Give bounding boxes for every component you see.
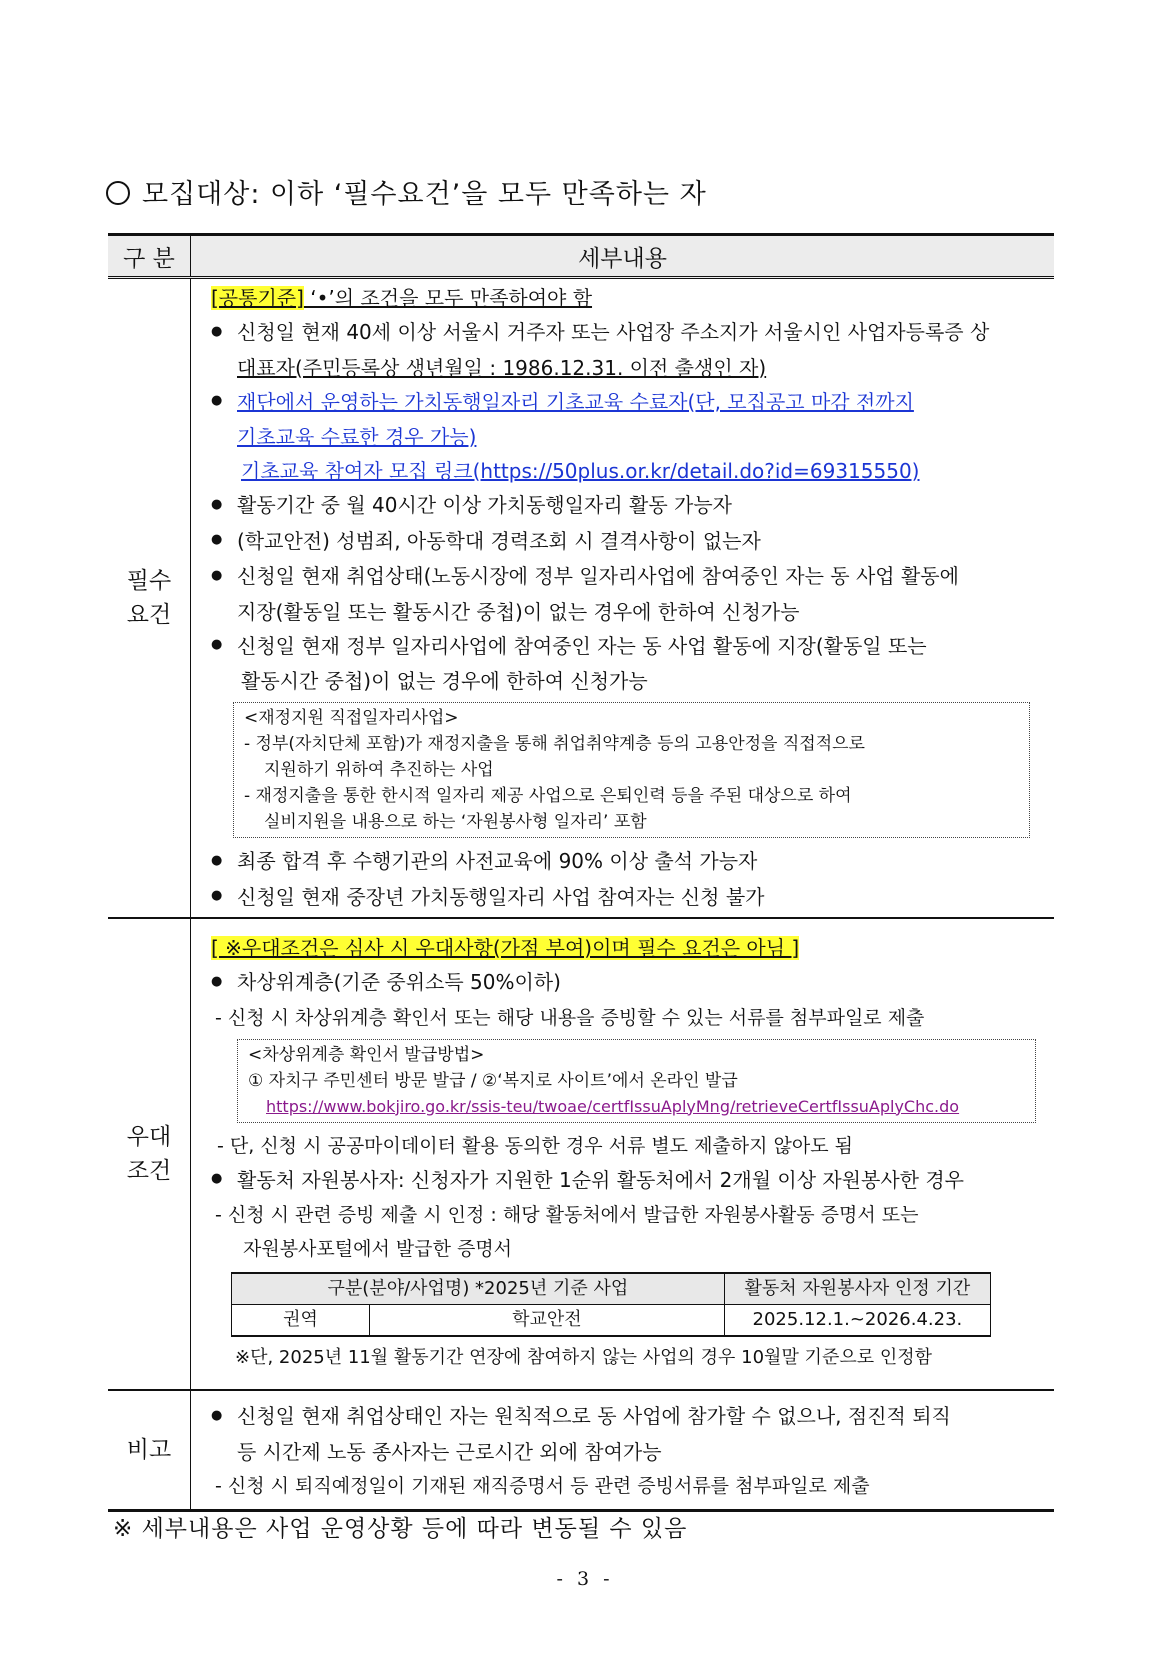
remarks-row (108, 1390, 1054, 1510)
preferred-item-2-detail-cont: 자원봉사포털에서 발급한 증명서 (243, 1238, 513, 1260)
required-item-5-cont: 지장(활동일 또는 활동시간 중첩)이 없는 경우에 한하여 신청가능 (237, 599, 800, 624)
preferred-item-2: ● 활동처 자원봉사자: 신청자가 지원한 1순위 활동처에서 2개월 이상 자원봉사한 경우 (205, 1163, 1040, 1199)
footer-note: ※ 세부내용은 사업 운영상황 등에 따라 변동될 수 있음 (113, 1516, 688, 1542)
preferred-item-1-detail: - 신청 시 차상위계층 확인서 또는 해당 내용을 증빙할 수 있는 서류를 첨부파일로 제출 (215, 1006, 925, 1029)
preferred-notice: [ ※우대조건은 심사 시 우대사항(가점 부여)이며 필수 요건은 아님 ] (211, 936, 800, 960)
required-item-6-cont: 활동시간 중첩)이 없는 경우에 한하여 신청가능 (241, 669, 648, 693)
preferred-label: 우대 조건 (108, 918, 191, 1390)
low-income-box-title: <차상위계층 확인서 발급방법> (248, 1044, 485, 1065)
header-category: 구 분 (108, 235, 191, 278)
volunteer-table-row (232, 1305, 991, 1337)
direct-job-info-box (233, 702, 1030, 838)
low-income-cert-box (237, 1039, 1036, 1123)
direct-job-box-line-2: - 재정지출을 통한 한시적 일자리 제공 사업으로 은퇴인력 등을 주된 대상으로 하여 (244, 786, 852, 806)
recruitment-table (108, 233, 1054, 1512)
required-item-8: ● 신청일 현재 중장년 가치동행일자리 사업 참여자는 신청 불가 (205, 880, 1040, 916)
direct-job-box-line-1: - 정부(자치단체 포함)가 재정지출을 통해 취업취약계층 등의 고용안정을 직접적으로 (244, 734, 865, 754)
volunteer-col-category: 구분(분야/사업명) *2025년 기준 사업 (232, 1273, 725, 1305)
low-income-box-line: ① 자치구 주민센터 방문 발급 / ②‘복지로 사이트’에서 온라인 발급 (248, 1070, 738, 1091)
remarks-label: 비고 (108, 1390, 191, 1510)
preferred-row (108, 918, 1054, 1390)
required-item-6: ● 신청일 현재 정부 일자리사업에 참여중인 자는 동 사업 활동에 지장(활동일 또는 (205, 629, 1040, 665)
volunteer-cell-project: 학교안전 (370, 1305, 725, 1337)
common-criteria-tag: [공통기준] (211, 286, 304, 310)
direct-job-box-line-2-cont: 실비지원을 내용으로 하는 ‘자원봉사형 일자리’ 포함 (264, 812, 647, 832)
remarks-item-1: ● 신청일 현재 취업상태인 자는 원칙적으로 동 사업에 참가할 수 없으나, 점진적 퇴직 (205, 1399, 1040, 1435)
page-number: - 3 - (556, 1568, 614, 1590)
required-item-1: ● 신청일 현재 40세 이상 서울시 거주자 또는 사업장 주소지가 서울시인 사업자등록증 상 (205, 315, 1040, 351)
preferred-mydata-note: - 단, 신청 시 공공마이데이터 활용 동의한 경우 서류 별도 제출하지 않아도 됨 (217, 1134, 853, 1157)
preferred-content (191, 918, 1055, 1390)
remarks-content (191, 1390, 1055, 1510)
preferred-item-1: ● 차상위계층(기준 중위소득 50%이하) (205, 965, 1040, 1001)
bokjiro-link[interactable]: https://www.bokjiro.go.kr/ssis-teu/twoae/certfIssuAplyMng/retrieveCertfIssuAplyChc.do (266, 1096, 960, 1116)
volunteer-period-table (231, 1272, 991, 1337)
section-heading (106, 172, 707, 211)
circle-bullet-icon (106, 181, 130, 205)
volunteer-cell-period: 2025.12.1.~2026.4.23. (724, 1305, 990, 1337)
required-content (191, 278, 1055, 919)
common-criteria-text: ‘•’의 조건을 모두 만족하여야 함 (303, 286, 593, 310)
education-signup-link[interactable]: 기초교육 참여자 모집 링크(https://50plus.or.kr/detail.do?id=69315550) (241, 459, 920, 483)
volunteer-note: ※단, 2025년 11월 활동기간 연장에 참여하지 않는 사업의 경우 10월말 기준으로 인정함 (235, 1347, 932, 1368)
remarks-detail: - 신청 시 퇴직예정일이 기재된 재직증명서 등 관련 증빙서류를 첨부파일로 제출 (215, 1474, 870, 1497)
required-item-2-cont: 기초교육 수료한 경우 가능) (237, 425, 477, 449)
volunteer-cell-region: 권역 (232, 1305, 370, 1337)
header-details: 세부내용 (191, 235, 1055, 278)
required-item-3: ● 활동기간 중 월 40시간 이상 가치동행일자리 활동 가능자 (205, 488, 1040, 524)
remarks-item-1-cont: 등 시간제 노동 종사자는 근로시간 외에 참여가능 (237, 1439, 662, 1464)
heading-text: 모집대상: 이하 ‘필수요건’을 모두 만족하는 자 (142, 179, 707, 210)
direct-job-box-title: <재정지원 직접일자리사업> (244, 708, 459, 728)
required-item-7: ● 최종 합격 후 수행기관의 사전교육에 90% 이상 출석 가능자 (205, 844, 1040, 880)
required-item-4: ● (학교안전) 성범죄, 아동학대 경력조회 시 결격사항이 없는자 (205, 524, 1040, 560)
volunteer-table-header (232, 1273, 991, 1305)
required-item-1-cont: 대표자(주민등록상 생년월일 : 1986.12.31. 이전 출생인 자) (237, 355, 767, 380)
preferred-item-2-detail: - 신청 시 관련 증빙 제출 시 인정 : 해당 활동처에서 발급한 자원봉사활동 증명서 또는 (215, 1204, 919, 1226)
volunteer-col-period: 활동처 자원봉사자 인정 기간 (724, 1273, 990, 1305)
required-item-5: ● 신청일 현재 취업상태(노동시장에 정부 일자리사업에 참여중인 자는 동 사업 활동에 (205, 559, 1040, 595)
required-item-2: ● 재단에서 운영하는 가치동행일자리 기초교육 수료자(단, 모집공고 마감 전까지 (205, 385, 1040, 421)
direct-job-box-line-1-cont: 지원하기 위하여 추진하는 사업 (264, 760, 494, 780)
required-label: 필수 요건 (108, 278, 191, 919)
required-row (108, 278, 1054, 919)
table-header-row (108, 235, 1054, 278)
